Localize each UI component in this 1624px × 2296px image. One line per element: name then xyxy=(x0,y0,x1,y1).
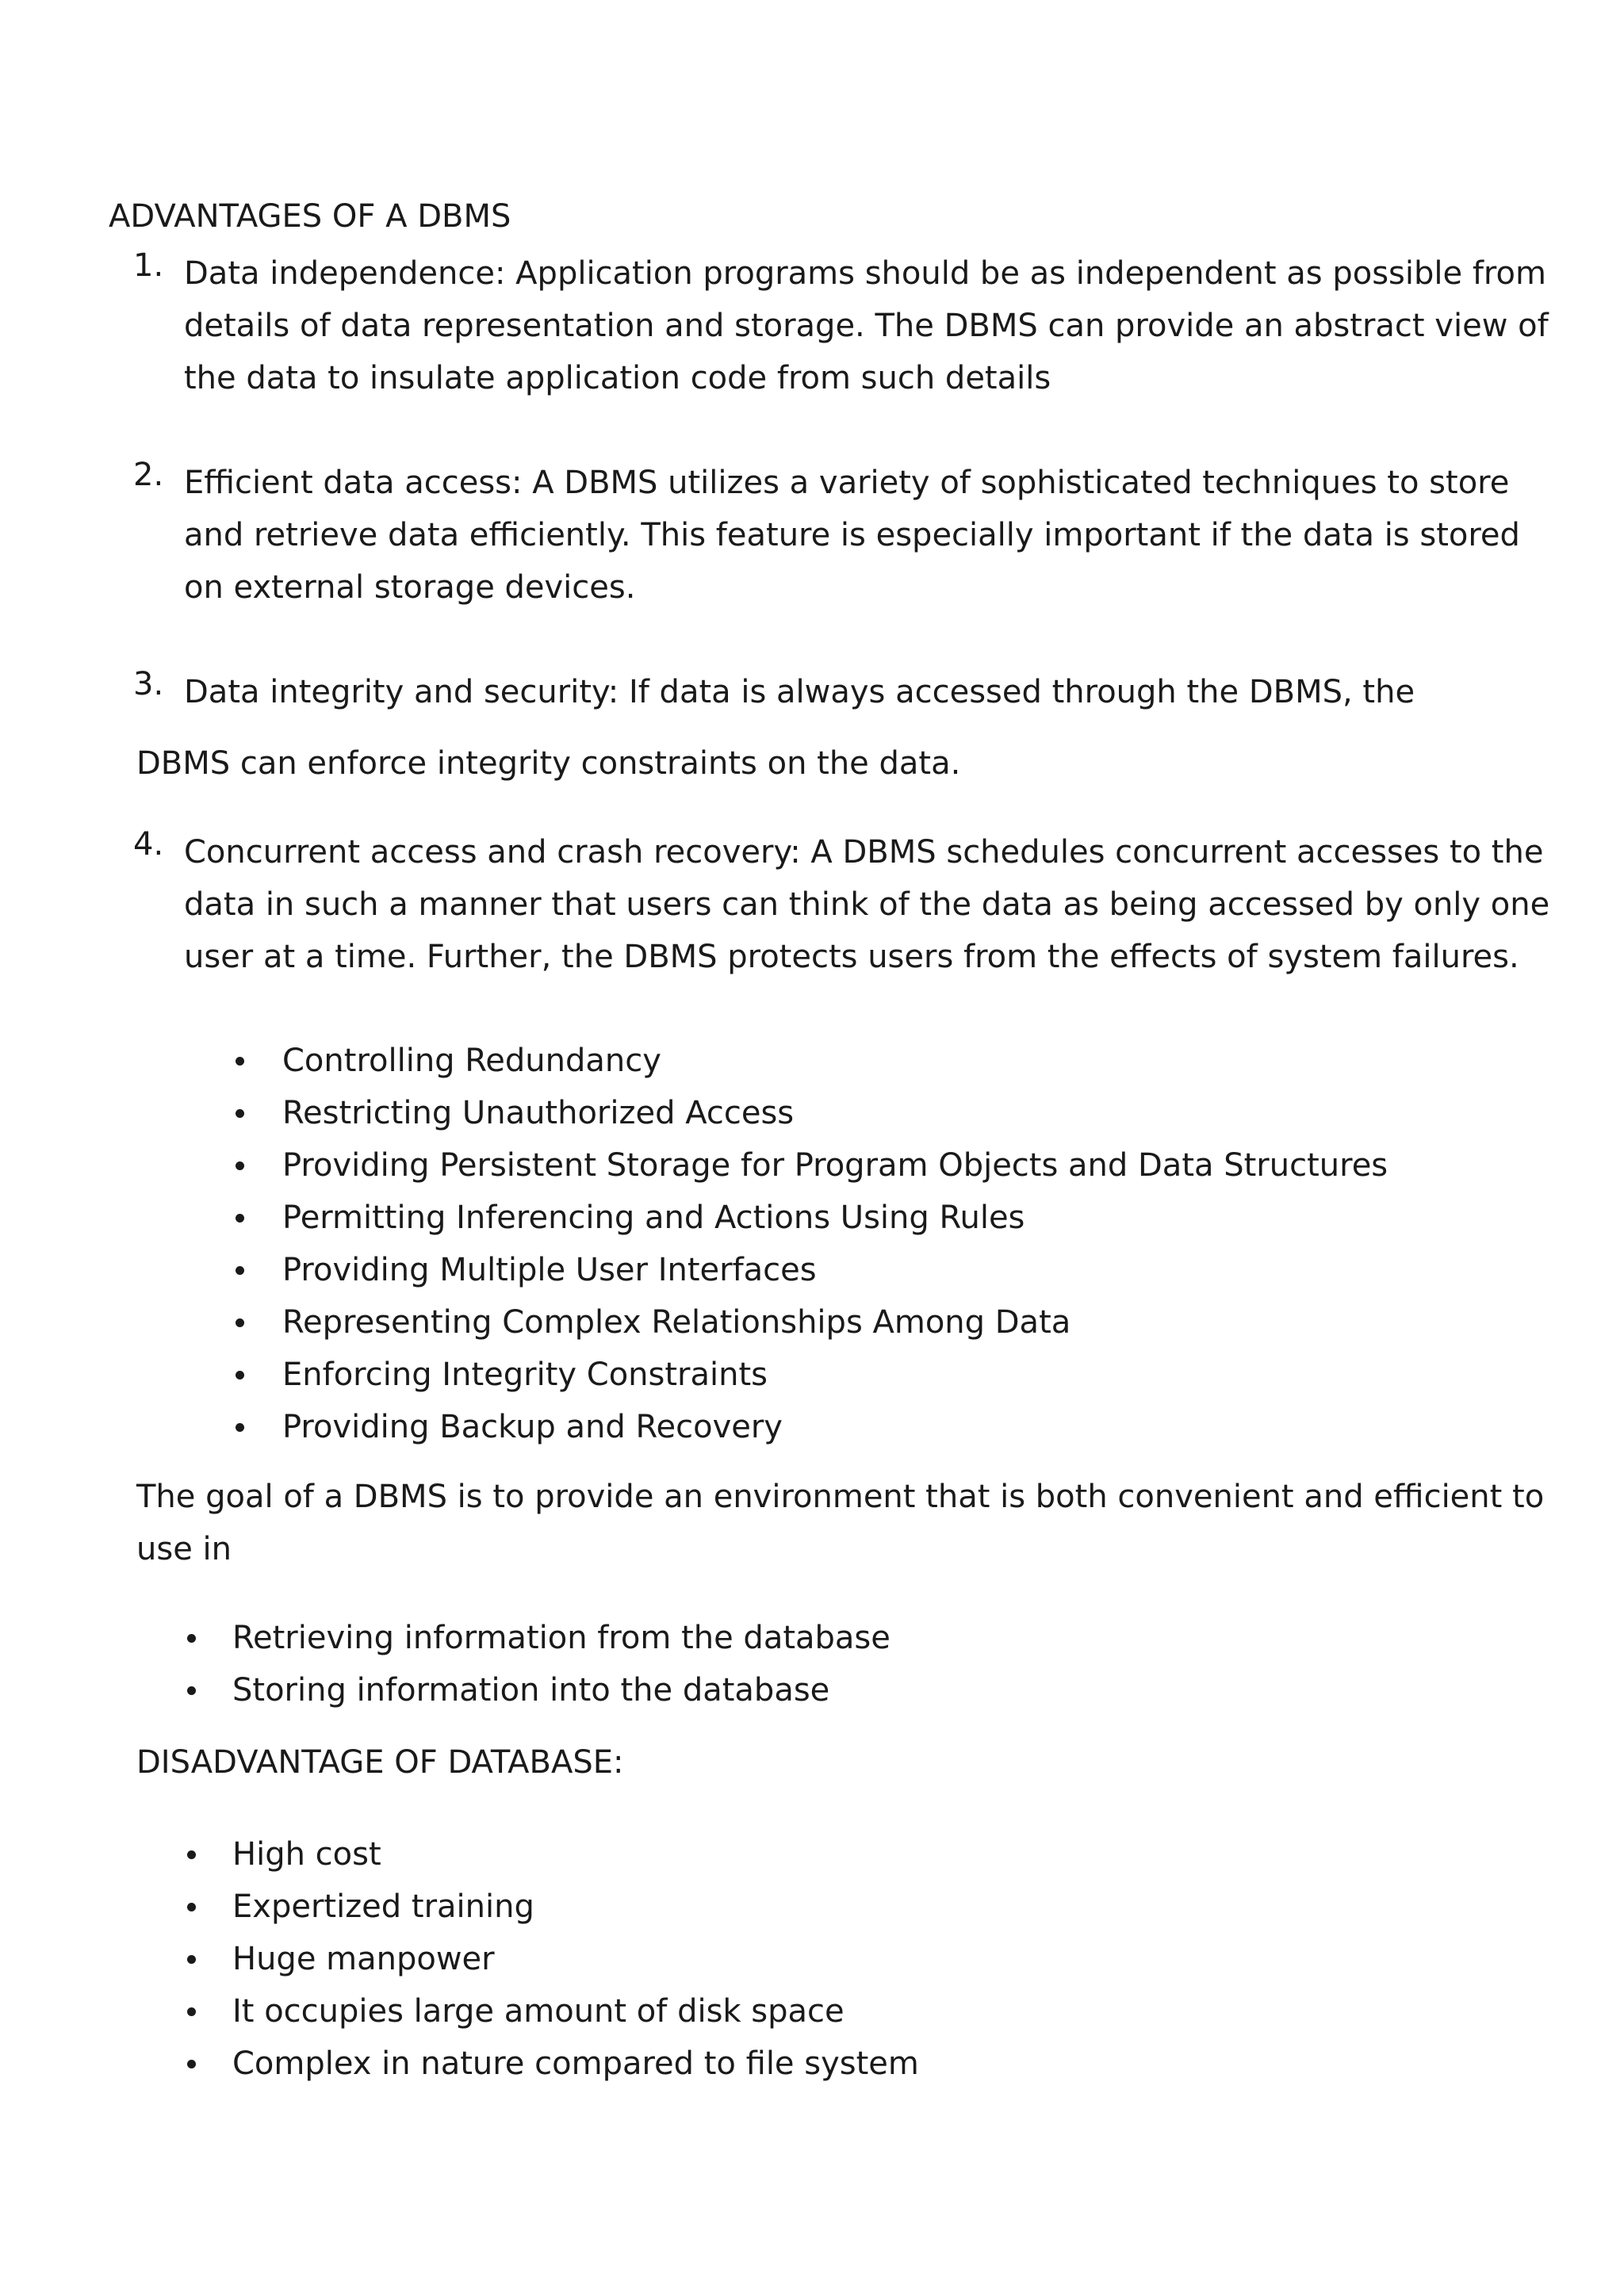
bullet-icon xyxy=(187,2007,196,2016)
item-continuation: DBMS can enforce integrity constraints on the data. xyxy=(136,745,961,782)
bullet-icon xyxy=(236,1057,244,1066)
bullet-icon xyxy=(236,1423,244,1432)
bullet-icon xyxy=(187,1850,196,1859)
bullet-icon xyxy=(236,1161,244,1170)
item-text: Efficient data access: A DBMS utilizes a variety of sophisticated techniques to store and retrieve data efficiently. This feature is especially important if the data is stored on external storage devices. xyxy=(184,465,1520,606)
goal-paragraph: The goal of a DBMS is to provide an environment that is both convenient and efficient to use in xyxy=(136,1479,1545,1567)
bullet-icon xyxy=(236,1371,244,1380)
bullet-icon xyxy=(187,1903,196,1911)
item-text: Data integrity and security: If data is always accessed through the DBMS, the xyxy=(184,674,1415,710)
advantages-heading: ADVANTAGES OF A DBMS xyxy=(109,198,511,235)
item-number: 3. xyxy=(133,666,164,702)
bullet-icon xyxy=(187,1955,196,1964)
bullet-icon xyxy=(236,1318,244,1327)
bullet-icon xyxy=(236,1214,244,1223)
bullet-icon xyxy=(236,1109,244,1118)
bullet-icon xyxy=(236,1266,244,1275)
bullet-icon xyxy=(187,2060,196,2068)
disadvantages-heading: DISADVANTAGE OF DATABASE: xyxy=(136,1744,624,1781)
document-page: ADVANTAGES OF A DBMS 1. Data independence: Application programs should be as independent as possible from details of data representation and storage. The DBMS can provide an abstract view of the data to insulate application code from such details 2. Efficient data access: A DBMS utilizes a variety of sophisticated techniques to store and retrieve data efficiently. This feature is especially important if the data is stored on external storage devices. 3. Data integrity and security: If data is always accessed through the DBMS, the DBMS can enforce integrity constraints on the data. 4. Concurrent access and crash recovery: A DBMS schedules concurrent accesses to the data in such a manner that users can think of the data as being accessed by only one user at a time. Further, the DBMS protects users from the effects of system failures. Controlling Redundancy Restricting Unauthorized Access Providing Persistent Storage for Program Objects and Data Structures Permitting Inferencing and Actions Using Rules Providing Multiple User Interfaces Representing Complex Relationships Among Data Enforcing Integrity Constraints Providing Backup and Recovery The goal of a DBMS is to provide an environment that is both convenient and efficient to use in Retrieving information from the database Storing information into the database DISADVANTAGE OF DATABASE: High cost Expertized training Huge manpower It occupies large amount of disk space Complex in nature compared to file system xyxy=(0,0,1624,2296)
bullet-icon xyxy=(187,1686,196,1695)
item-text: Data independence: Application programs should be as independent as possible from details of data representation and storage. The DBMS can provide an abstract view of the data to insulate application code from such details xyxy=(184,255,1549,396)
bullet-icon xyxy=(187,1634,196,1643)
item-number: 2. xyxy=(133,457,164,493)
item-number: 1. xyxy=(133,247,164,284)
item-number: 4. xyxy=(133,826,164,863)
item-text: Concurrent access and crash recovery: A DBMS schedules concurrent accesses to the data in such a manner that users can think of the data as being accessed by only one user at a time. Further, the DBMS protects users from the effects of system failures. xyxy=(184,834,1550,975)
